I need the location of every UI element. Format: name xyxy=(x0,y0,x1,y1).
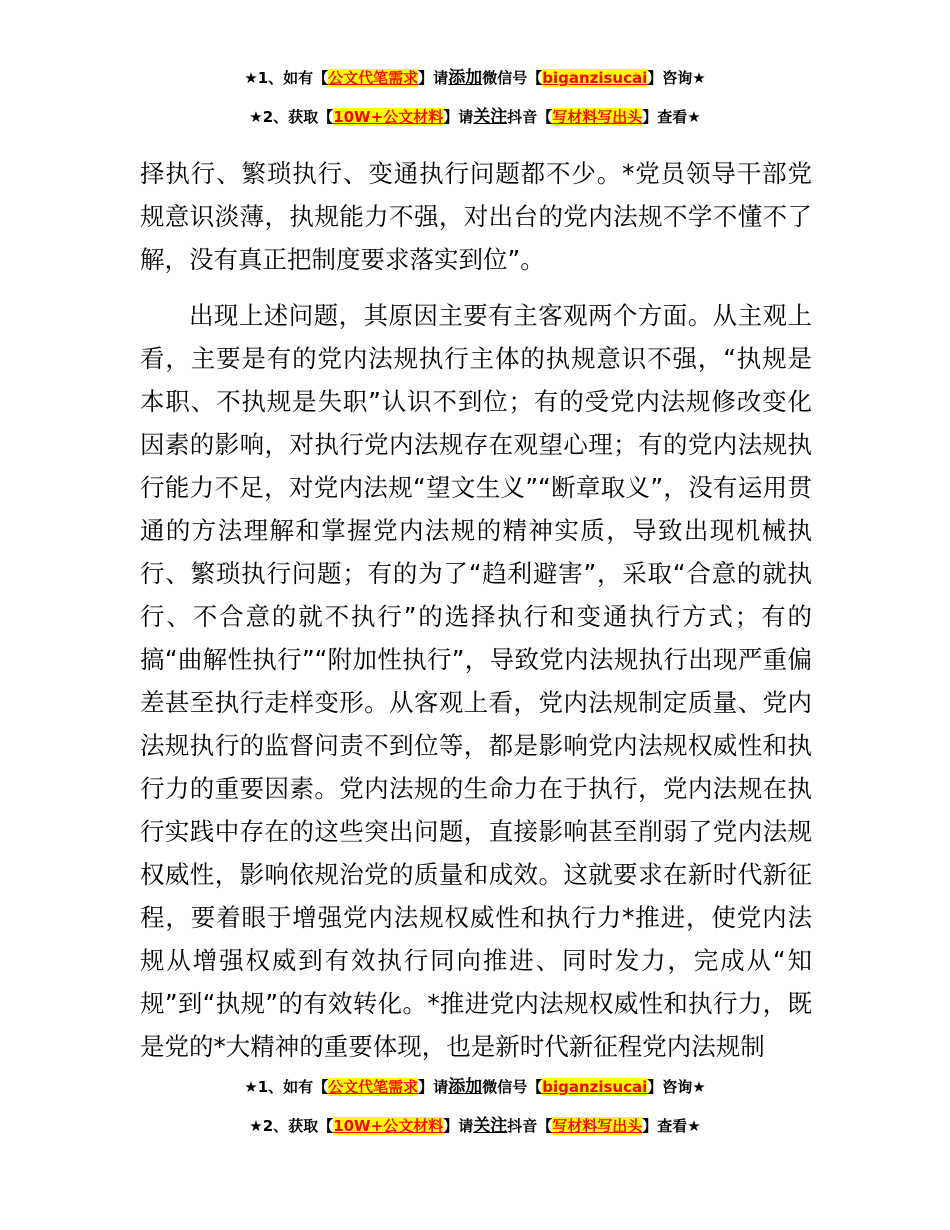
emphasis-follow: 关注 xyxy=(473,1116,508,1136)
banner-text: ★1、如有【 xyxy=(244,69,329,87)
emphasis-add: 添加 xyxy=(448,68,483,88)
highlight-ghostwriting: 公文代笔需求 xyxy=(328,1078,419,1096)
banner-text: 微信号【 xyxy=(482,69,543,87)
paragraph-causes: 出现上述问题，其原因主要有主客观两个方面。从主观上看，主要是有的党内法规执行主体的执规意识不强，“执规是本职、不执规是失职”认识不到位；有的受党内法规修改变化因素的影响，对执行党内法规存在观望心理；有的党内法规执行能力不足，对党内法规“望文生义”“断章取义”，没有运用贯通的方法理解和掌握党内法规的精神实质，导致出现机械执行、繁琐执行问题；有的为了“趋利避害”，采取“合意的就执行、不合意的就不执行”的选择执行和变通执行方式；有的搞“曲解性执行”“附加性执行”，导致党内法规执行出现严重偏差甚至执行走样变形。从客观上看，党内法规制定质量、党内法规执行的监督问责不到位等，都是影响党内法规权威性和执行力的重要因素。党内法规的生命力在于执行，党内法规在执行实践中存在的这些突出问题，直接影响甚至削弱了党内法规权威性，影响依规治党的质量和成效。这就要求在新时代新征程，要着眼于增强党内法规权威性和执行力*推进，使党内法规从增强权威到有效执行同向推进、同时发力，完成从“知规”到“执规”的有效转化。*推进党内法规权威性和执行力，既是党的*大精神的重要体现，也是新时代新征程党内法规制 xyxy=(140,301,812,1061)
banner-text: ★2、获取【 xyxy=(249,108,334,126)
emphasis-add: 添加 xyxy=(448,1077,483,1097)
banner-text: 】请 xyxy=(418,69,449,87)
banner-text: 】请 xyxy=(443,108,474,126)
highlight-materials: 10W+公文材料 xyxy=(333,108,444,126)
footer-banner-line-2 xyxy=(0,1114,950,1138)
header-banner-line-2 xyxy=(0,105,950,129)
banner-text: 】咨询★ xyxy=(647,1078,706,1096)
banner-text: 】请 xyxy=(443,1117,474,1135)
banner-text: 抖音【 xyxy=(507,1117,553,1135)
document-body xyxy=(140,152,812,1068)
footer-banner-line-1 xyxy=(0,1075,950,1099)
highlight-materials: 10W+公文材料 xyxy=(333,1117,444,1135)
banner-text: 】查看★ xyxy=(642,108,701,126)
highlight-wechat-id: biganzisucai xyxy=(542,1078,648,1096)
paragraph-continuation: 择执行、繁琐执行、变通执行问题都不少。*党员领导干部党规意识淡薄，执规能力不强，对出台的党内法规不学不懂不了解，没有真正把制度要求落实到位”。 xyxy=(140,159,812,274)
banner-text: 抖音【 xyxy=(507,108,553,126)
highlight-douyin-account: 写材料写出头 xyxy=(552,108,643,126)
banner-text: 】请 xyxy=(418,1078,449,1096)
banner-text: 】咨询★ xyxy=(647,69,706,87)
banner-text: ★2、获取【 xyxy=(249,1117,334,1135)
highlight-douyin-account: 写材料写出头 xyxy=(552,1117,643,1135)
highlight-ghostwriting: 公文代笔需求 xyxy=(328,69,419,87)
highlight-wechat-id: biganzisucai xyxy=(542,69,648,87)
header-banner-line-1 xyxy=(0,66,950,90)
emphasis-follow: 关注 xyxy=(473,107,508,127)
banner-text: ★1、如有【 xyxy=(244,1078,329,1096)
banner-text: 微信号【 xyxy=(482,1078,543,1096)
banner-text: 】查看★ xyxy=(642,1117,701,1135)
